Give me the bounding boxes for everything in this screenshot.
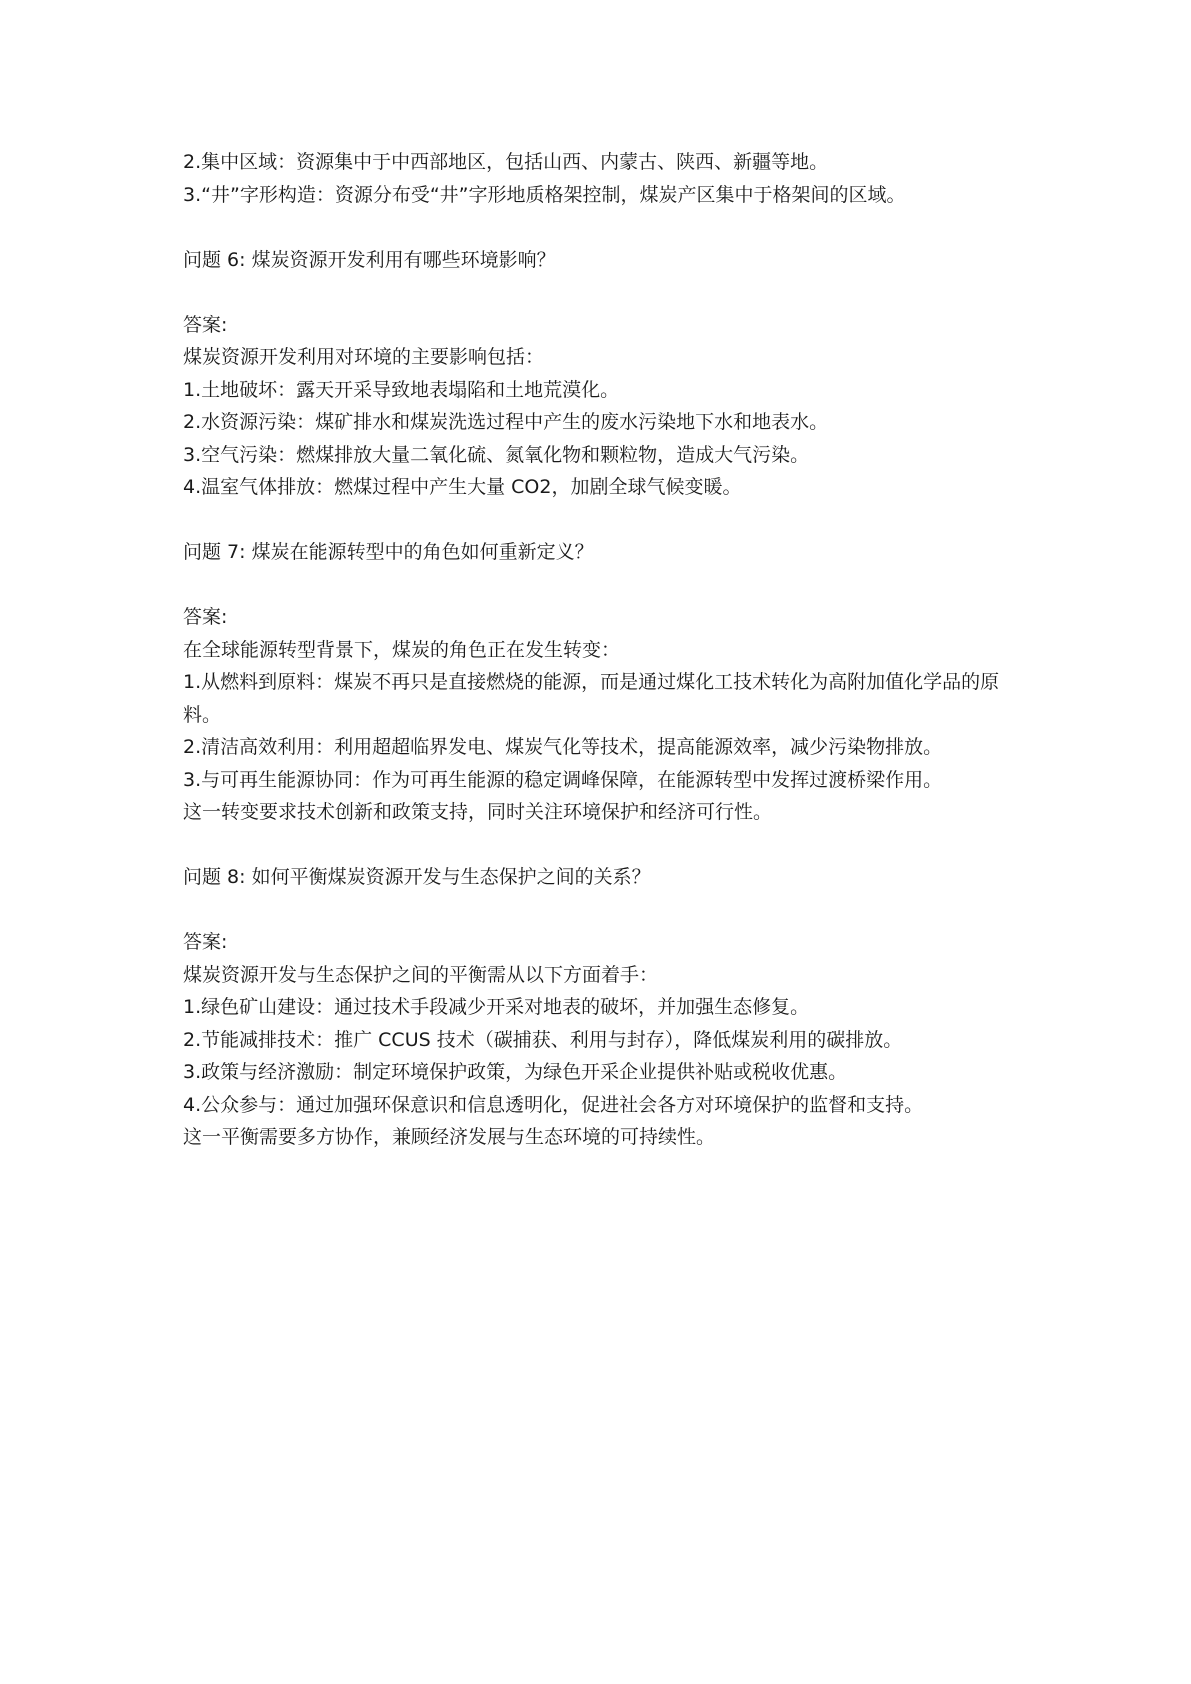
answer-7-point-3: 3.与可再生能源协同：作为可再生能源的稳定调峰保障，在能源转型中发挥过渡桥梁作用。 <box>183 768 943 791</box>
answer-7-label: 答案: <box>183 606 228 628</box>
question-8-heading: 问题 8: 如何平衡煤炭资源开发与生态保护之间的关系？ <box>183 866 651 888</box>
answer-6-lead: 煤炭资源开发利用对环境的主要影响包括： <box>183 346 545 368</box>
paragraph-gap <box>183 504 1023 537</box>
answer-7-lead: 在全球能源转型背景下，煤炭的角色正在发生转变： <box>183 638 621 661</box>
answer-8-label: 答案: <box>183 931 228 953</box>
answer-8-point-1: 1.绿色矿山建设：通过技术手段减少开采对地表的破坏，并加强生态修复。 <box>183 996 810 1018</box>
answer-8-point-3: 3.政策与经济激励：制定环境保护政策，为绿色开采企业提供补贴或税收优惠。 <box>183 1061 848 1083</box>
paragraph-gap <box>183 276 1023 309</box>
answer-7-point-1: 1.从燃料到原料：煤炭不再只是直接燃烧的能源，而是通过煤化工技术转化为高附加值化学品的原料。 <box>183 671 1000 726</box>
intro-line-1: 2.集中区域：资源集中于中西部地区，包括山西、内蒙古、陕西、新疆等地。 <box>183 151 829 173</box>
paragraph-gap <box>183 829 1023 862</box>
answer-6-point-3: 3.空气污染：燃煤排放大量二氧化硫、氮氧化物和颗粒物，造成大气污染。 <box>183 443 810 466</box>
paragraph-gap <box>183 569 1023 602</box>
question-7-heading: 问题 7: 煤炭在能源转型中的角色如何重新定义？ <box>183 541 594 563</box>
answer-6-label: 答案: <box>183 313 228 336</box>
paragraph-gap <box>183 211 1023 244</box>
answer-6-point-4: 4.温室气体排放：燃煤过程中产生大量 CO2，加剧全球气候变暖。 <box>183 476 742 498</box>
answer-8-conclusion: 这一平衡需要多方协作，兼顾经济发展与生态环境的可持续性。 <box>183 1126 716 1148</box>
answer-8-point-2: 2.节能减排技术：推广 CCUS 技术（碳捕获、利用与封存），降低煤炭利用的碳排放。 <box>183 1028 903 1051</box>
intro-line-2: 3.“井”字形构造：资源分布受“井”字形地质格架控制，煤炭产区集中于格架间的区域。 <box>183 183 906 206</box>
answer-7-point-2: 2.清洁高效利用：利用超超临界发电、煤炭气化等技术，提高能源效率，减少污染物排放。 <box>183 736 943 758</box>
paragraph-gap <box>183 894 1023 927</box>
answer-7-conclusion: 这一转变要求技术创新和政策支持，同时关注环境保护和经济可行性。 <box>183 801 773 823</box>
answer-6-point-2: 2.水资源污染：煤矿排水和煤炭洗选过程中产生的废水污染地下水和地表水。 <box>183 411 829 433</box>
answer-6-point-1: 1.土地破坏：露天开采导致地表塌陷和土地荒漠化。 <box>183 378 620 401</box>
answer-8-lead: 煤炭资源开发与生态保护之间的平衡需从以下方面着手： <box>183 963 659 986</box>
answer-8-point-4: 4.公众参与：通过加强环保意识和信息透明化，促进社会各方对环境保护的监督和支持。 <box>183 1093 924 1116</box>
question-6-heading: 问题 6: 煤炭资源开发利用有哪些环境影响？ <box>183 248 556 271</box>
document-page <box>183 146 1023 1154</box>
